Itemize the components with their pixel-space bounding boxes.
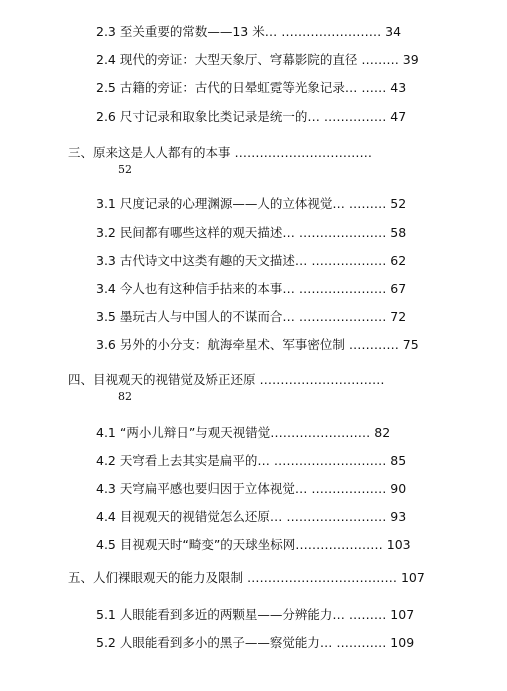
toc-section-4-page: 82 bbox=[118, 390, 132, 403]
toc-entry-4-1: 4.1 “两小儿辩日”与观天视错觉…………………… 82 bbox=[96, 425, 391, 440]
toc-entry-2-6: 2.6 尺寸记录和取象比类记录是统一的… …………… 47 bbox=[96, 109, 407, 124]
toc-entry-5-1: 5.1 人眼能看到多近的两颗星——分辨能力… ……… 107 bbox=[96, 607, 415, 622]
toc-entry-3-6: 3.6 另外的小分支：航海牵星术、军事密位制 ………… 75 bbox=[96, 337, 419, 352]
toc-section-4: 四、目视观天的视错觉及矫正还原 ………………………… bbox=[68, 372, 385, 387]
toc-entry-2-5: 2.5 古籍的旁证：古代的日晕虹霓等光象记录… …… 43 bbox=[96, 80, 407, 95]
toc-entry-3-4: 3.4 今人也有这种信手拈来的本事… ………………… 67 bbox=[96, 281, 407, 296]
toc-section-3: 三、原来这是人人都有的本事 …………………………… bbox=[68, 145, 372, 160]
toc-entry-2-4: 2.4 现代的旁证：大型天象厅、穹幕影院的直径 ……… 39 bbox=[96, 52, 419, 67]
toc-entry-3-3: 3.3 古代诗文中这类有趣的天文描述… ……………… 62 bbox=[96, 253, 407, 268]
toc-entry-4-3: 4.3 天穹扁平感也要归因于立体视觉… ……………… 90 bbox=[96, 481, 407, 496]
toc-entry-3-5: 3.5 墨玩古人与中国人的不谋而合… ………………… 72 bbox=[96, 309, 407, 324]
toc-section-3-page: 52 bbox=[118, 163, 132, 176]
toc-entry-4-5: 4.5 目视观天时“畸变”的天球坐标网………………… 103 bbox=[96, 537, 411, 552]
toc-entry-5-2: 5.2 人眼能看到多小的黑子——察觉能力… ………… 109 bbox=[96, 635, 415, 650]
toc-entry-2-3: 2.3 至关重要的常数——13 米… …………………… 34 bbox=[96, 24, 402, 39]
toc-entry-3-1: 3.1 尺度记录的心理渊源——人的立体视觉… ……… 52 bbox=[96, 196, 407, 211]
toc-section-5: 五、人们裸眼观天的能力及限制 ……………………………… 107 bbox=[68, 570, 425, 585]
toc-entry-3-2: 3.2 民间都有哪些这样的观天描述… ………………… 58 bbox=[96, 225, 407, 240]
toc-entry-4-4: 4.4 目视观天的视错觉怎么还原… …………………… 93 bbox=[96, 509, 407, 524]
toc-entry-4-2: 4.2 天穹看上去其实是扁平的… ……………………… 85 bbox=[96, 453, 407, 468]
